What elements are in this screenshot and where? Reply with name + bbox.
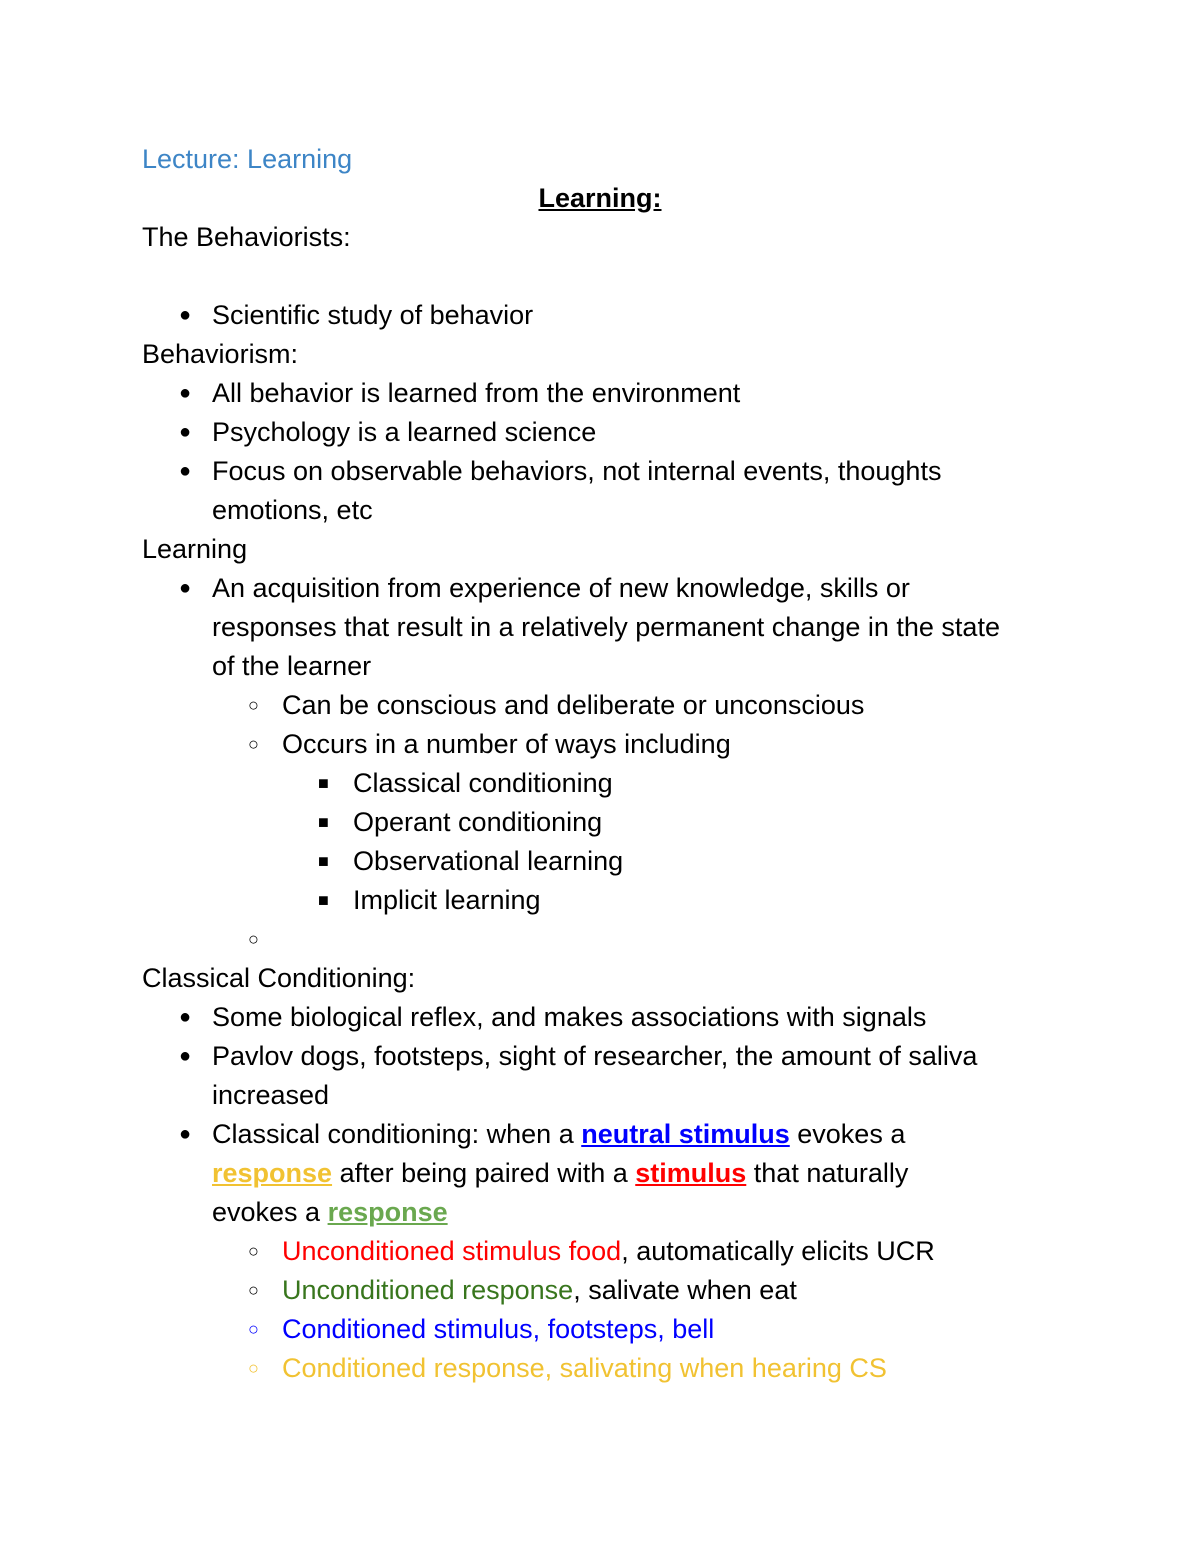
list-item: ■ Implicit learning (142, 881, 1062, 920)
filled-bullet-icon: ● (179, 1006, 192, 1028)
behaviorists-heading: The Behaviorists: (142, 222, 351, 252)
classical-conditioning-heading: Classical Conditioning: (142, 963, 416, 993)
list-item: ● Some biological reflex, and makes associations with signals (142, 998, 1062, 1037)
hollow-bullet-icon: ○ (248, 734, 259, 754)
filled-bullet-icon: ● (179, 460, 192, 482)
list-item: ○ Unconditioned stimulus food, automatically elicits UCR (142, 1232, 1062, 1271)
hollow-bullet-icon: ○ (248, 1241, 259, 1261)
list-item: ○ Conditioned response, salivating when hearing CS (142, 1349, 1062, 1388)
definition-text: Classical conditioning: when a neutral stimulus evokes a response after being paired with a stimulus that naturally evokes a response (212, 1119, 909, 1227)
hollow-bullet-icon: ○ (248, 929, 259, 949)
document-title: Learning: (538, 183, 662, 213)
document-content (142, 140, 1062, 1388)
empty-list-item (142, 920, 1062, 959)
square-bullet-icon: ■ (318, 773, 329, 793)
learning-list (142, 569, 1062, 959)
square-bullet-icon: ■ (318, 851, 329, 871)
square-bullet-icon: ■ (318, 890, 329, 910)
list-item: ● Pavlov dogs, footsteps, sight of researcher, the amount of saliva increased (142, 1037, 1062, 1115)
filled-bullet-icon: ● (179, 1123, 192, 1145)
hollow-bullet-icon: ○ (248, 695, 259, 715)
list-item: ● Scientific study of behavior (142, 296, 1062, 335)
blank-line (142, 257, 1062, 296)
list-item: ○ Can be conscious and deliberate or unconscious (142, 686, 1062, 725)
filled-bullet-icon: ● (179, 1045, 192, 1067)
list-item: ○ Unconditioned response, salivate when eat (142, 1271, 1062, 1310)
hollow-bullet-icon: ○ (248, 1319, 259, 1339)
behaviorism-heading: Behaviorism: (142, 339, 299, 369)
filled-bullet-icon: ● (179, 382, 192, 404)
list-item: ○ Conditioned stimulus, footsteps, bell (142, 1310, 1062, 1349)
list-item: ● Psychology is a learned science (142, 413, 1062, 452)
stimulus-term: stimulus (635, 1158, 747, 1188)
list-item: ○ Occurs in a number of ways including (142, 725, 1062, 764)
list-item: ● All behavior is learned from the environment (142, 374, 1062, 413)
neutral-stimulus-term: neutral stimulus (581, 1119, 790, 1149)
filled-bullet-icon: ● (179, 304, 192, 326)
filled-bullet-icon: ● (179, 421, 192, 443)
hollow-bullet-icon: ○ (248, 1280, 259, 1300)
list-item: ■ Observational learning (142, 842, 1062, 881)
unconditioned-response-term: response (327, 1197, 448, 1227)
classical-conditioning-list (142, 998, 1062, 1388)
definition-item (142, 1115, 1062, 1232)
list-item: ● An acquisition from experience of new knowledge, skills or responses that result in a relatively permanent change in the state of the learner (142, 569, 1062, 686)
list-item: ● Focus on observable behaviors, not internal events, thoughts emotions, etc (142, 452, 1062, 530)
lecture-title: Lecture: Learning (142, 144, 353, 174)
learning-heading: Learning (142, 534, 248, 564)
filled-bullet-icon: ● (179, 577, 192, 599)
behaviorism-list (142, 374, 1062, 530)
list-item: ■ Operant conditioning (142, 803, 1062, 842)
square-bullet-icon: ■ (318, 812, 329, 832)
list-item: ■ Classical conditioning (142, 764, 1062, 803)
behaviorists-list (142, 296, 1062, 335)
conditioned-response-term: response (212, 1158, 333, 1188)
hollow-bullet-icon: ○ (248, 1358, 259, 1378)
